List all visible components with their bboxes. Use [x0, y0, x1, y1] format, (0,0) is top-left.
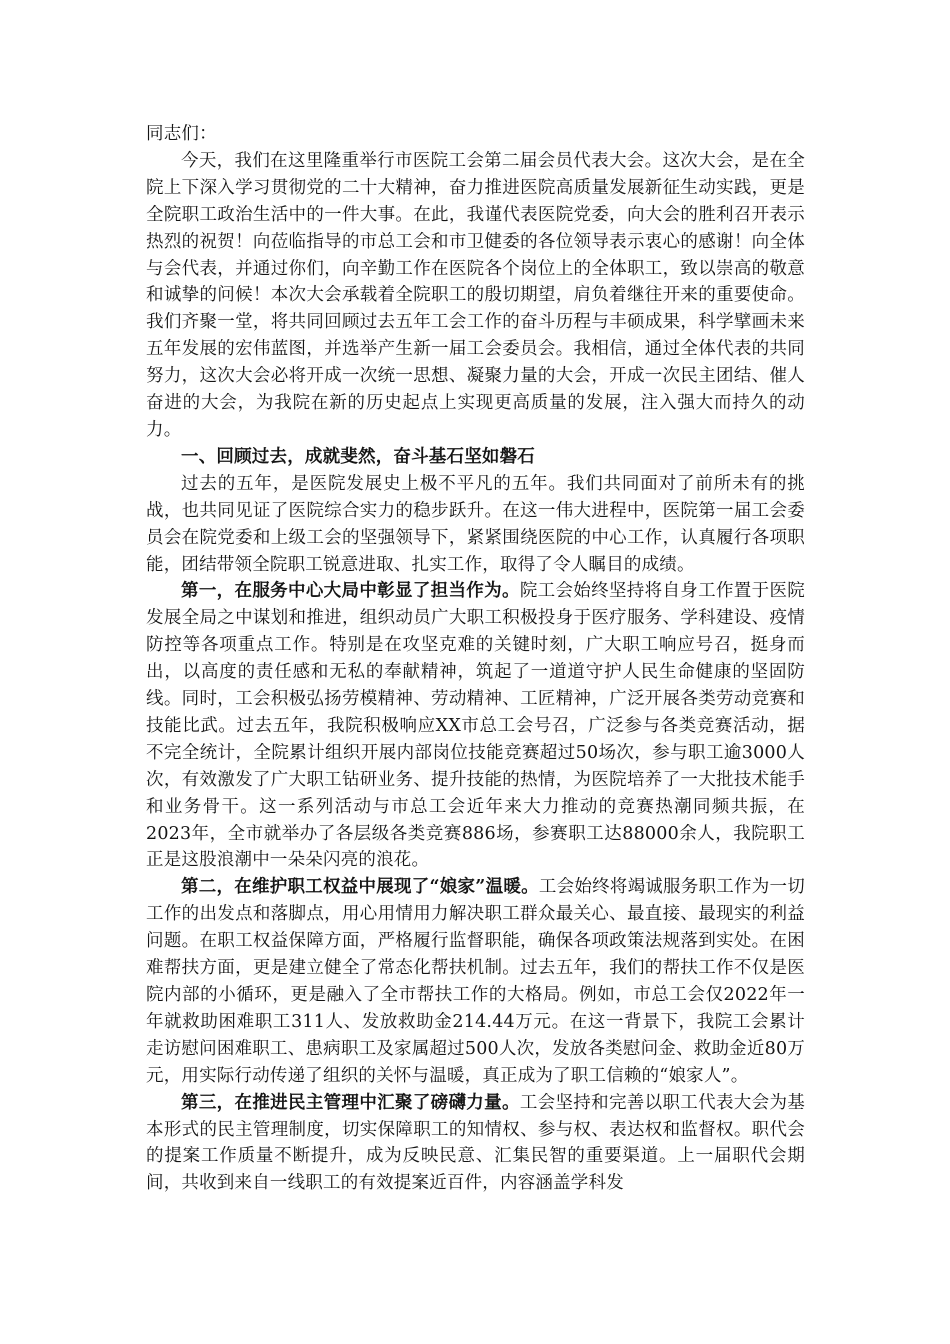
point-1-lead: 第一，在服务中心大局中彰显了担当作为。 [181, 581, 520, 602]
point-2-lead: 第二，在维护职工权益中展现了“娘家”温暖。 [181, 877, 539, 898]
point-3-lead: 第三，在推进民主管理中汇聚了磅礴力量。 [181, 1092, 520, 1113]
point-1-paragraph [146, 578, 805, 874]
salutation: 同志们： [146, 124, 217, 144]
section-heading-1: 一、回顾过去，成就斐然，奋斗基石坚如磐石 [181, 446, 535, 467]
point-1-body: 院工会始终坚持将自身工作置于医院发展全局之中谋划和推进，组织动员广大职工积极投身于医疗服务、学科建设、疫情防控等各项重点工作。特别是在攻坚克难的关键时刻，广大职工响应号召，挺身而出，以高度的责任感和无私的奉献精神，筑起了一道道守护人民生命健康的坚固防线。同时，工会积极弘扬劳模精神、劳动精神、工匠精神，广泛开展各类劳动竞赛和技能比武。过去五年，我院积极响应XX市总工会号召，广泛参与各类竞赛活动，据不完全统计，全院累计组织开展内部岗位技能竞赛超过50场次，参与职工逾3000人次，有效激发了广大职工钻研业务、提升技能的热情，为医院培养了一大批技术能手和业务骨干。这一系列活动与市总工会近年来大力推动的竞赛热潮同频共振，在2023年，全市就举办了各层级各类竞赛886场，参赛职工达88000余人，我院职工正是这股浪潮中一朵朵闪亮的浪花。 [146, 581, 805, 871]
point-3-paragraph [146, 1090, 805, 1198]
point-2-body: 工会始终将竭诚服务职工作为一切工作的出发点和落脚点，用心用情用力解决职工群众最关心、最直接、最现实的利益问题。在职工权益保障方面，严格履行监督职能，确保各项政策法规落到实处。在困难帮扶方面，更是建立健全了常态化帮扶机制。过去五年，我们的帮扶工作不仅是医院内部的小循环，更是融入了全市帮扶工作的大格局。例如，市总工会仅2022年一年就救助困难职工311人、发放救助金214.44万元。在这一背景下，我院工会累计走访慰问困难职工、患病职工及家属超过500人次，发放各类慰问金、救助金近80万元，用实际行动传递了组织的关怀与温暖，真正成为了职工信赖的“娘家人”。 [146, 877, 805, 1086]
point-3-body: 工会坚持和完善以职工代表大会为基本形式的民主管理制度，切实保障职工的知情权、参与权、表达权和监督权。职代会的提案工作质量不断提升，成为反映民意、汇集民智的重要渠道。上一届职代会期间，共收到来自一线职工的有效提案近百件，内容涵盖学科发 [146, 1092, 805, 1194]
document-page [146, 121, 805, 1197]
point-2-paragraph [146, 874, 805, 1089]
intro-paragraph: 今天，我们在这里隆重举行市医院工会第二届会员代表大会。这次大会，是在全院上下深入学习贯彻党的二十大精神，奋力推进医院高质量发展新征生动实践，更是全院职工政治生活中的一件大事。在此，我谨代表医院党委，向大会的胜利召开表示热烈的祝贺！向莅临指导的市总工会和市卫健委的各位领导表示衷心的感谢！向全体与会代表，并通过你们，向辛勤工作在医院各个岗位上的全体职工，致以崇高的敬意和诚挚的问候！本次大会承载着全院职工的殷切期望，肩负着继往开来的重要使命。我们齐聚一堂，将共同回顾过去五年工会工作的奋斗历程与丰硕成果，科学擘画未来五年发展的宏伟蓝图，并选举产生新一届工会委员会。我相信，通过全体代表的共同努力，这次大会必将开成一次统一思想、凝聚力量的大会，开成一次民主团结、催人奋进的大会，为我院在新的历史起点上实现更高质量的发展，注入强大而持久的动力。 [146, 150, 805, 440]
section1-intro-paragraph: 过去的五年，是医院发展史上极不平凡的五年。我们共同面对了前所未有的挑战，也共同见证了医院综合实力的稳步跃升。在这一伟大进程中，医院第一届工会委员会在院党委和上级工会的坚强领导下，紧紧围绕医院的中心工作，认真履行各项职能，团结带领全院职工锐意进取、扎实工作，取得了令人瞩目的成绩。 [146, 473, 805, 575]
